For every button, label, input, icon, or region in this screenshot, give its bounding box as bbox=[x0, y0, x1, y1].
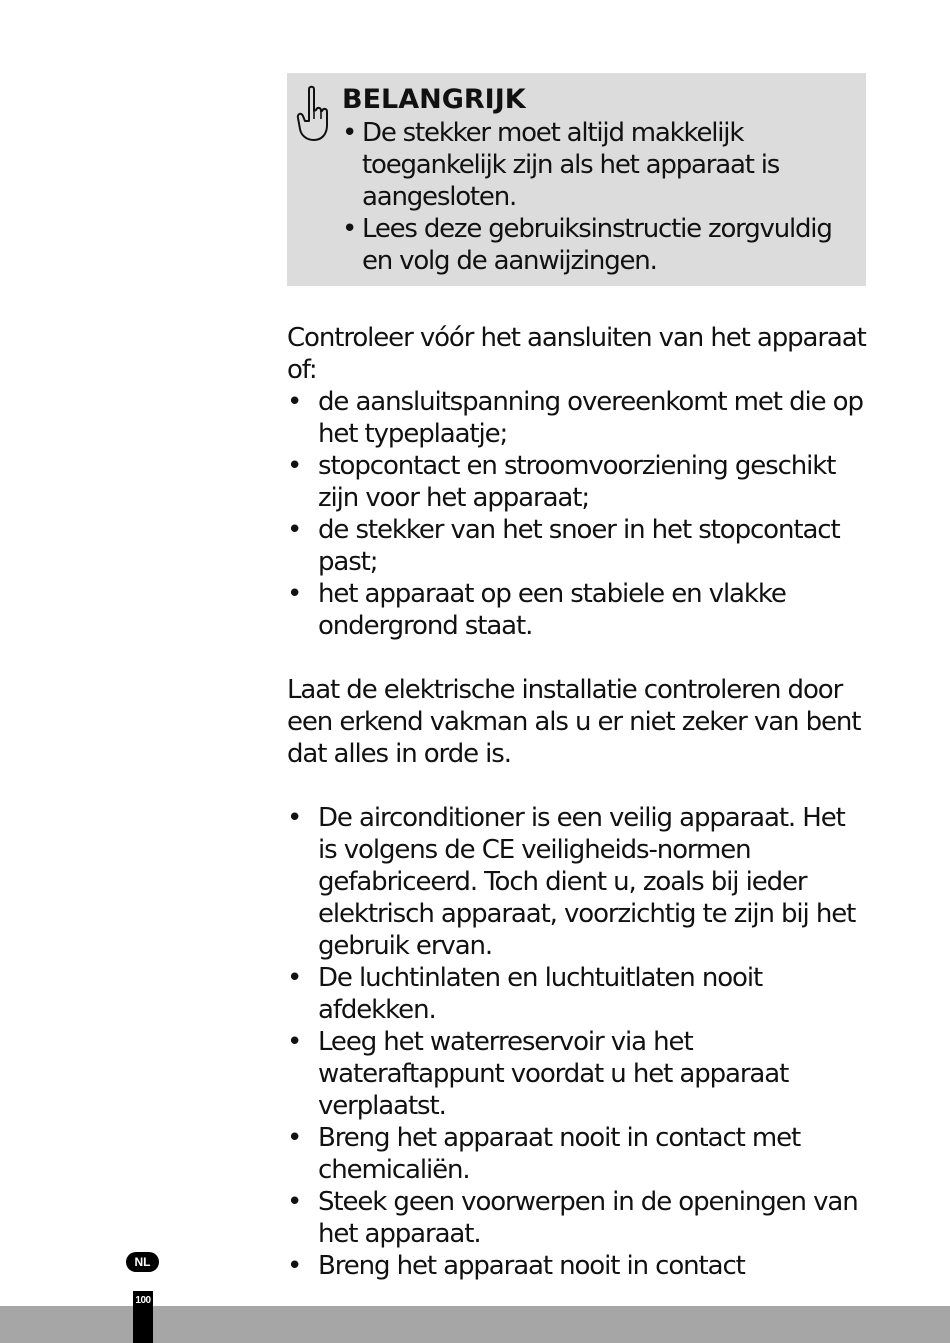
bullet-icon: • bbox=[287, 803, 303, 833]
list-item: • De airconditioner is een veilig apparaat. Het is volgens de CE veiligheids-normen gefabriceerd. Toch dient u, zoals bij ieder elektrisch apparaat, voorzichtig te zijn bij het gebruik ervan. bbox=[287, 803, 856, 961]
bullet-icon: • bbox=[287, 963, 303, 993]
page-number-tab bbox=[133, 1291, 153, 1343]
main-content bbox=[287, 322, 867, 1282]
list-item: • De luchtinlaten en luchtuitlaten nooit afdekken. bbox=[287, 963, 763, 1025]
list-item: • Breng het apparaat nooit in contact bbox=[287, 1251, 745, 1281]
list-item: • de stekker van het snoer in het stopcontact past; bbox=[287, 515, 840, 577]
bullet-icon: • bbox=[287, 1251, 303, 1281]
list-item: • Breng het apparaat nooit in contact met chemicaliën. bbox=[287, 1123, 801, 1185]
bullet-icon: • bbox=[287, 515, 303, 545]
checks-intro: Controleer vóór het aansluiten van het apparaat of: bbox=[287, 323, 866, 385]
list-item: • de aansluitspanning overeenkomt met die op het typeplaatje; bbox=[287, 387, 863, 449]
bullet-icon: • bbox=[287, 451, 303, 481]
spacer bbox=[287, 642, 867, 674]
bullet-icon: • bbox=[287, 1187, 303, 1217]
notice-list bbox=[342, 117, 862, 277]
list-item: • stopcontact en stroomvoorziening geschikt zijn voor het apparaat; bbox=[287, 451, 836, 513]
bullet-icon: • bbox=[287, 387, 303, 417]
language-badge: NL bbox=[126, 1252, 159, 1272]
list-item: • Steek geen voorwerpen in de openingen van het apparaat. bbox=[287, 1187, 858, 1249]
notice-item: • De stekker moet altijd makkelijk toegankelijk zijn als het apparaat is aangesloten. bbox=[342, 118, 780, 212]
spacer bbox=[287, 770, 867, 802]
installation-note: Laat de elektrische installatie controleren door een erkend vakman als u er niet zeker van bent dat alles in orde is. bbox=[287, 675, 861, 769]
bullet-icon: • bbox=[342, 214, 358, 244]
page-number: 100 bbox=[135, 1295, 151, 1306]
checks-list bbox=[287, 386, 867, 642]
pointing-hand-icon bbox=[295, 85, 329, 143]
list-item: • Leeg het waterreservoir via het wateraftappunt voordat u het apparaat verplaatst. bbox=[287, 1027, 789, 1121]
bullet-icon: • bbox=[287, 579, 303, 609]
bullet-icon: • bbox=[342, 118, 358, 148]
bullet-icon: • bbox=[287, 1027, 303, 1057]
important-notice-box bbox=[287, 73, 866, 286]
notice-item: • Lees deze gebruiksinstructie zorgvuldig en volg de aanwijzingen. bbox=[342, 214, 832, 276]
notice-title: BELANGRIJK bbox=[342, 84, 526, 115]
bullet-icon: • bbox=[287, 1123, 303, 1153]
safety-list bbox=[287, 802, 867, 1282]
list-item: • het apparaat op een stabiele en vlakke ondergrond staat. bbox=[287, 579, 786, 641]
